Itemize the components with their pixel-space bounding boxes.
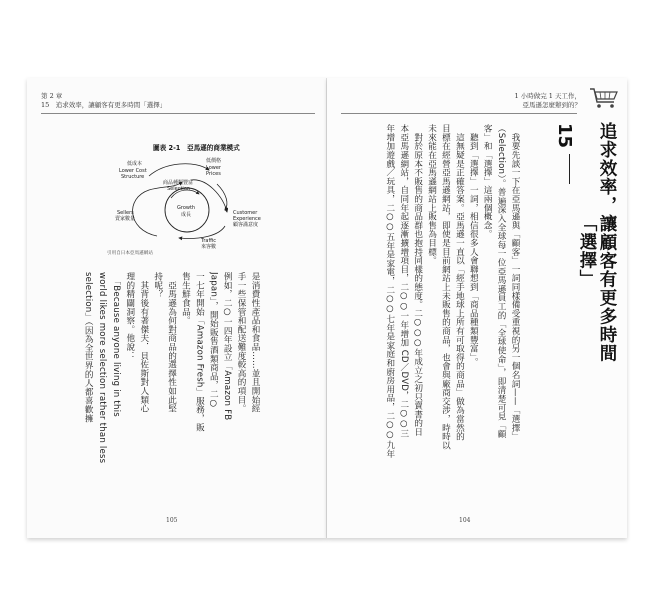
- header-rule: [341, 113, 577, 114]
- body-line: world likes more selection rather than less: [97, 272, 108, 464]
- node-lower-cost-cn: 低成本: [127, 161, 143, 167]
- body-line: 其背後有著傑夫．貝佐斯對人類心: [138, 272, 149, 413]
- section-label: 15 追求效率，讓顧客有更多時間「選擇」: [41, 101, 167, 109]
- header-rule: [41, 113, 315, 114]
- cost-to-price-arrow: [149, 164, 209, 176]
- body-line: 聽到「選擇」一詞，相信很多人會聯想到「商品種類豐富」。: [468, 124, 479, 367]
- node-customer-en1: Customer: [233, 210, 258, 216]
- chapter-label: 第 2 章: [41, 92, 63, 100]
- body-line: Japan」，開始販售酒類商品，二○: [208, 272, 219, 409]
- node-lower-cost-en1: Lower Cost: [119, 168, 147, 174]
- node-lower-prices-en2: Prices: [206, 171, 221, 177]
- chapter-title: [577, 122, 617, 363]
- left-page-number: 105: [166, 517, 178, 524]
- body-line: 客」和「選擇」這兩個概念。: [482, 124, 493, 239]
- chapter-number: 15: [554, 123, 575, 149]
- node-growth-en: Growth: [177, 205, 196, 211]
- right-page: [327, 78, 627, 538]
- body-line: 年增加遊戲／玩具，二○○五年是家電，二○○七年是家庭和廚房用品，二○○九年: [384, 124, 395, 458]
- flywheel-diagram: [87, 138, 287, 258]
- node-selection-cn: 商品種類豐富: [163, 180, 194, 186]
- body-line: 例如，二○一四年設立「Amazon FB: [222, 272, 233, 421]
- body-line: 一七年開始「Amazon Fresh」服務，販: [194, 272, 205, 432]
- body-line: 目標在經營亞馬遜網站，即使是目前網站上未販售的商品，也會與廠商交涉，時時以: [440, 124, 451, 450]
- body-line: 我要先談一下在亞馬遜與「顧客」一詞同樣備受重視的另一個名詞——「選擇」: [510, 124, 520, 441]
- body-line: 售生鮮食品。: [180, 272, 191, 325]
- body-line: 亞馬遜為何對商品的選擇性如此堅: [166, 272, 177, 413]
- body-line: 對於原本不販售的商品群也抱持同樣的態度。二○○○年成立之初只賣書的日: [412, 124, 423, 437]
- title-divider: [569, 154, 570, 184]
- figure-source: 引用自日本亞馬遜網站: [107, 251, 153, 256]
- node-selection-en: Selection: [167, 186, 191, 192]
- node-traffic-cn: 來客數: [201, 244, 217, 250]
- right-body-text: [339, 124, 521, 468]
- body-line: 手一些保管和配送難度較高的項目。: [236, 272, 247, 413]
- figure-title: 圖表 2-1 亞馬遜的商業模式: [153, 144, 240, 152]
- shopping-cart-icon: [589, 86, 619, 110]
- body-line: （Selection）。普遍深入全球每一位亞馬遜員工的「全球使命」，即清楚可見「顧: [496, 124, 507, 439]
- node-lower-cost-en2: Structure: [121, 174, 145, 180]
- left-page: [27, 78, 327, 538]
- body-line: 持呢？: [152, 272, 163, 299]
- chapter-title-line: 追求效率，讓顧客有更多時間: [597, 122, 617, 363]
- chapter-title-line: 「選擇」: [577, 214, 597, 288]
- right-page-number: 104: [459, 517, 471, 524]
- body-line: 理的精闢洞察。他說：: [124, 272, 135, 360]
- body-line: 本亞馬遜網站，自同年起逐漸擴增項目，二○○一年增加 CD／DVD，二○○三: [398, 124, 409, 438]
- right-running-header: [515, 92, 581, 110]
- node-growth-cn: 成長: [181, 212, 192, 218]
- node-sellers-cn: 賣家數量: [115, 216, 136, 222]
- business-model-figure: [87, 138, 287, 258]
- body-line: selection」（因為全世界的人都喜歡擁: [83, 272, 94, 423]
- book-title-line1: 1 小時做完 1 天工作，: [514, 92, 581, 100]
- body-line: 這無疑是正確答案。亞馬遜一直以「經手地球上所有可取得的商品」做為當然的: [454, 124, 465, 441]
- node-customer-cn: 顧客滿意度: [233, 222, 259, 228]
- body-line: 是消費性產品和食品……並且開始經: [250, 272, 260, 413]
- body-line: 未來能在亞馬遜網站上販售為目標。: [426, 124, 437, 265]
- left-running-header: [41, 92, 166, 110]
- node-lower-prices-cn: 低價格: [206, 158, 222, 164]
- node-customer-en2: Experience: [233, 216, 261, 222]
- node-traffic-en: Traffic: [201, 238, 217, 244]
- node-lower-prices-en1: Lower: [206, 165, 221, 171]
- book-title-line2: 亞馬遜怎麼辦到的？: [522, 101, 581, 109]
- body-line: 「Because anyone living in this: [110, 272, 121, 417]
- left-body-text: [41, 272, 261, 492]
- node-sellers-en: Sellers: [117, 210, 134, 216]
